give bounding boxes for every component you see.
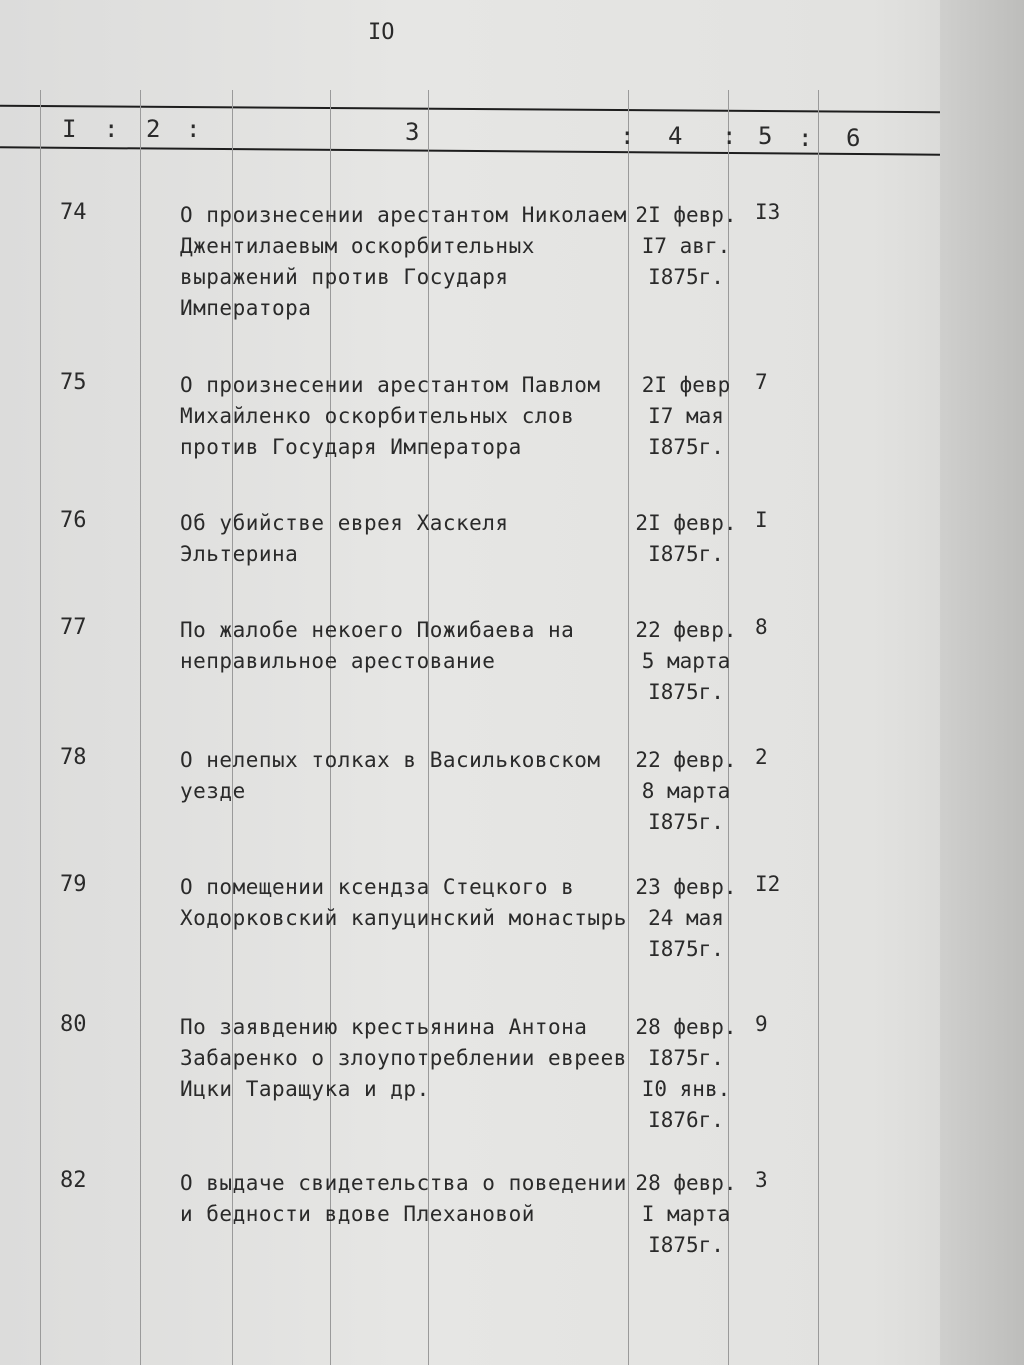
row-title: О произнесении арестантом Павлом Михайленко оскорбительных слов против Государя Императора: [180, 373, 601, 459]
page-number: IO: [368, 20, 395, 45]
row-date: I876г.: [648, 1108, 724, 1132]
row-date: 2I февр: [641, 373, 731, 397]
row-number: 79: [60, 872, 87, 897]
row-title: Об убийстве еврея Хаскеля Эльтерина: [180, 511, 509, 566]
row-date: I875г.: [648, 1233, 724, 1257]
row-date: 24 мая: [648, 906, 724, 930]
row-dates: [626, 615, 746, 708]
column-divider: [40, 90, 41, 1365]
row-count: 3: [755, 1168, 768, 1192]
row-date: I марта: [641, 1202, 731, 1226]
row-date: 22 февр.: [635, 618, 737, 642]
row-date: 23 февр.: [635, 875, 737, 899]
header-separator: :: [186, 115, 201, 143]
row-number: 80: [60, 1012, 87, 1037]
row-date: I875г.: [648, 542, 724, 566]
row-number: 77: [60, 615, 87, 640]
row-number: 75: [60, 370, 87, 395]
header-col-2: 2: [146, 115, 161, 143]
row-dates: [626, 745, 746, 838]
row-date: I875г.: [648, 810, 724, 834]
row-dates: [626, 1012, 746, 1136]
row-date: I875г.: [648, 265, 724, 289]
row-count: 2: [755, 745, 768, 769]
row-dates: [626, 200, 746, 293]
row-date: 2I февр.: [635, 511, 737, 535]
row-date: 2I февр.: [635, 203, 737, 227]
header-separator: :: [104, 115, 119, 143]
header-separator: :: [722, 122, 737, 150]
row-dates: [626, 508, 746, 570]
row-date: I7 авг.: [641, 234, 731, 258]
row-date: I7 мая: [648, 404, 724, 428]
row-count: 8: [755, 615, 768, 639]
row-count: I2: [755, 872, 781, 896]
header-col-6: 6: [846, 124, 861, 152]
header-col-5: 5: [758, 122, 773, 150]
header-col-1: I: [62, 115, 77, 143]
header-separator: :: [798, 124, 813, 152]
row-count: 7: [755, 370, 768, 394]
next-page-edge: [940, 0, 1024, 1365]
row-number: 74: [60, 200, 87, 225]
header-top-rule: [0, 105, 940, 114]
header-col-3: 3: [405, 118, 420, 146]
header-col-4: 4: [668, 122, 683, 150]
row-date: 28 февр.: [635, 1015, 737, 1039]
row-number: 78: [60, 745, 87, 770]
row-count: 9: [755, 1012, 768, 1036]
row-dates: [626, 370, 746, 463]
column-divider: [818, 90, 819, 1365]
row-count: I3: [755, 200, 781, 224]
row-title: О помещении ксендза Стецкого в Ходорковский капуцинский монастырь: [180, 875, 627, 930]
row-dates: [626, 872, 746, 965]
row-date: I875г.: [648, 1046, 724, 1070]
row-title: О нелепых толках в Васильковском уезде: [180, 748, 601, 803]
row-date: 28 февр.: [635, 1171, 737, 1195]
column-divider: [140, 90, 141, 1365]
row-title: О произнесении арестантом Николаем Джентилаевым оскорбительных выражений против Государя Императора: [180, 203, 627, 320]
row-date: 5 марта: [641, 649, 731, 673]
row-number: 76: [60, 508, 87, 533]
row-date: 8 марта: [641, 779, 731, 803]
row-number: 82: [60, 1168, 87, 1193]
row-date: I875г.: [648, 435, 724, 459]
row-title: По заявдению крестьянина Антона Забаренко о злоупотреблении евреев Ицки Таращука и др.: [180, 1015, 627, 1101]
row-title: О выдаче свидетельства о поведении и бедности вдове Плехановой: [180, 1171, 627, 1226]
header-separator: :: [620, 122, 635, 150]
row-date: I0 янв.: [641, 1077, 731, 1101]
row-dates: [626, 1168, 746, 1261]
row-count: I: [755, 508, 768, 532]
row-date: I875г.: [648, 937, 724, 961]
row-title: По жалобе некоего Пожибаева на неправильное арестование: [180, 618, 575, 673]
row-date: I875г.: [648, 680, 724, 704]
row-date: 22 февр.: [635, 748, 737, 772]
